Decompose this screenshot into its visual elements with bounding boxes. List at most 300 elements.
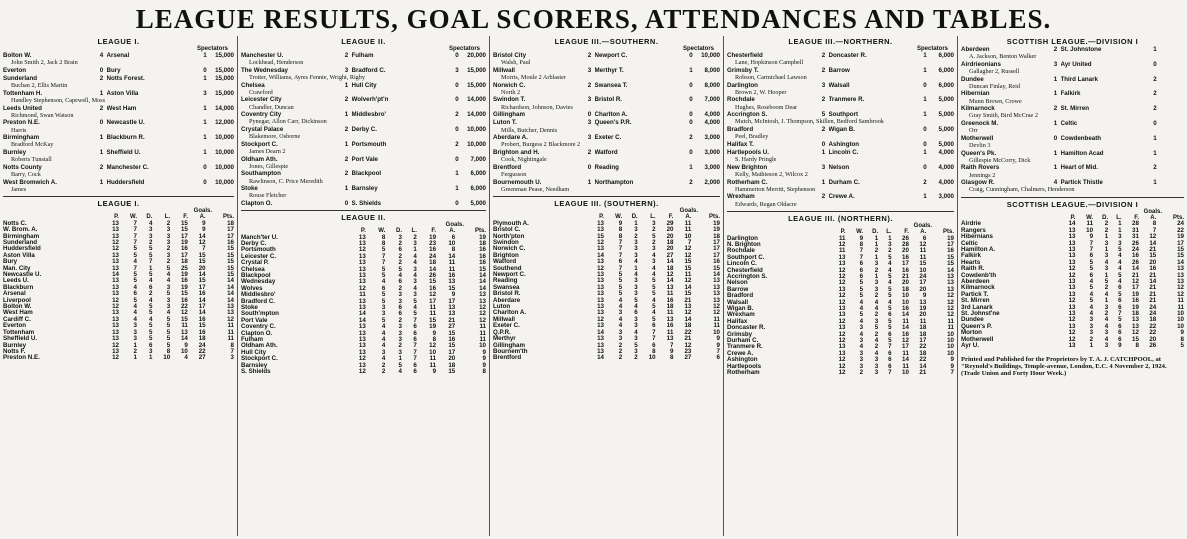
stat-cell: 13: [1132, 322, 1139, 330]
stat-cell: 29: [666, 219, 674, 227]
stat-cell: 20: [919, 311, 927, 319]
match-result: [493, 134, 720, 141]
column-header: W.: [129, 214, 137, 221]
stat-cell: 3: [398, 291, 402, 299]
stat-cell: 3: [634, 322, 638, 330]
stat-cell: 13: [1068, 233, 1076, 241]
stat-cell: 14: [429, 265, 437, 273]
stat-cell: 12: [1068, 335, 1076, 343]
home-goals: 2: [344, 155, 349, 163]
stat-cell: 7: [888, 369, 892, 377]
stat-cell: 3: [634, 251, 638, 259]
column-scottish-league: [958, 36, 1187, 536]
goal-scorers: Craig, Cunningham, Chalmers, Henderson: [969, 186, 1075, 194]
stat-cell: 4: [133, 315, 137, 323]
stat-cell: 4: [1104, 290, 1109, 298]
stat-cell: 14: [198, 309, 206, 317]
stat-cell: 7: [618, 251, 623, 259]
column-header: L.: [650, 214, 656, 221]
stat-cell: 12: [112, 245, 119, 253]
away-team: Port Vale: [351, 155, 378, 163]
match-result: [241, 52, 486, 59]
stat-cell: 20: [666, 226, 674, 234]
stat-cell: 3: [634, 245, 638, 253]
stat-cell: 3: [1104, 342, 1109, 350]
stat-cell: 12: [1068, 316, 1076, 324]
stat-cell: 2: [398, 252, 402, 260]
stat-cell: 12: [838, 369, 846, 377]
stat-cell: 15: [180, 290, 188, 298]
stat-cell: 20: [919, 285, 927, 293]
attendance: 6,000: [938, 52, 954, 59]
stat-cell: 5: [166, 335, 171, 343]
home-goals: 2: [1053, 46, 1058, 53]
stat-cell: 19: [429, 233, 437, 241]
stat-cell: 13: [713, 296, 720, 304]
spectators-label: Spectators: [196, 46, 228, 52]
away-team: Blackburn R.: [106, 134, 145, 142]
stat-cell: 6: [1089, 271, 1094, 279]
stat-cell: 6: [888, 356, 892, 364]
match-result: [493, 82, 720, 89]
stat-cell: 7: [888, 343, 892, 351]
stat-cell: 12: [947, 298, 954, 306]
away-team: Huddersfield: [106, 178, 145, 186]
stat-cell: 13: [1068, 322, 1076, 330]
stat-cell: 3: [1118, 233, 1122, 241]
team-name: Wrexham: [727, 311, 755, 319]
match-result: [3, 52, 234, 59]
goal-scorers: Rouse Fletcher: [249, 192, 287, 200]
team-name: S. Shields: [241, 368, 271, 376]
stat-cell: 12: [180, 309, 188, 317]
away-goals: 0: [923, 125, 927, 133]
stat-cell: 4: [634, 258, 638, 266]
home-goals: 2: [587, 148, 592, 156]
stat-cell: 13: [919, 298, 927, 306]
home-team: Stoke: [241, 185, 258, 193]
stat-cell: 11: [902, 317, 909, 325]
stat-cell: 4: [1118, 278, 1122, 286]
spectators-label: Spectators: [916, 46, 948, 52]
home-goals: 3: [344, 66, 349, 74]
attendance: 15,000: [215, 75, 234, 82]
stat-cell: 15: [227, 258, 234, 266]
column-header: F.: [183, 214, 188, 221]
team-name: Barrow: [727, 285, 749, 293]
stat-cell: 21: [1149, 284, 1157, 292]
away-goals: 1: [923, 111, 927, 119]
stat-cell: 1: [148, 264, 153, 272]
stat-cell: 13: [112, 309, 119, 317]
attendance: 3,000: [938, 193, 954, 201]
section-divider: [3, 196, 234, 197]
stat-cell: 2: [859, 369, 864, 377]
home-goals: 0: [821, 140, 826, 148]
stat-cell: 17: [902, 260, 909, 268]
stat-cell: 2: [874, 266, 879, 274]
away-team: Tranmere R.: [828, 96, 865, 104]
stat-cell: 13: [1068, 239, 1076, 247]
stat-cell: 13: [597, 322, 604, 330]
stat-cell: 10: [479, 342, 486, 350]
stat-cell: 14: [666, 258, 674, 266]
stat-cell: 27: [198, 354, 206, 362]
stat-cell: 3: [634, 347, 638, 355]
results-section-title: LEAGUE I.: [97, 37, 140, 46]
table-row: [493, 355, 720, 361]
stat-cell: 6: [859, 260, 864, 268]
stat-cell: 5: [888, 273, 892, 281]
stat-cell: 12: [1149, 233, 1157, 241]
team-name: Notts F.: [3, 347, 26, 355]
stat-cell: 2: [618, 341, 623, 349]
stat-cell: 18: [1149, 316, 1157, 324]
match-result: [961, 120, 1184, 127]
away-team: Reading: [594, 163, 619, 171]
away-goals: 2: [689, 134, 693, 142]
stat-cell: 5: [888, 317, 892, 325]
stat-cell: 19: [1132, 303, 1139, 311]
stat-cell: 10: [947, 349, 954, 357]
column-header: A.: [449, 228, 456, 235]
stat-cell: 14: [198, 232, 206, 240]
stat-cell: 4: [859, 317, 864, 325]
stat-cell: 4: [413, 304, 417, 312]
stat-cell: 3: [618, 328, 623, 336]
stat-cell: 5: [381, 272, 386, 280]
away-team: Sheffield U.: [106, 148, 141, 156]
stat-cell: 2: [634, 354, 638, 362]
home-team: Kilmarnock: [961, 105, 995, 113]
section-divider: [961, 197, 1184, 198]
stat-cell: 19: [429, 323, 437, 331]
attendance: 2,000: [704, 178, 720, 186]
stat-cell: 13: [358, 233, 366, 241]
team-name: Blackpool: [241, 272, 271, 280]
stat-cell: 5: [1118, 316, 1122, 324]
stat-cell: 4: [618, 322, 623, 330]
stat-cell: 16: [448, 272, 456, 280]
column-header: D.: [146, 214, 153, 221]
team-name: Bolton W.: [3, 303, 32, 311]
stat-cell: 21: [1132, 271, 1139, 279]
stat-cell: 12: [112, 341, 119, 349]
away-team: West Ham: [106, 104, 137, 112]
stat-cell: 19: [947, 234, 954, 242]
stat-cell: 4: [413, 272, 417, 280]
match-result: [241, 200, 486, 207]
attendance-empty: [1160, 46, 1184, 53]
stat-cell: 22: [1149, 329, 1157, 337]
goal-scorers: Roberts Tunstall: [11, 156, 52, 164]
stat-cell: 12: [227, 315, 234, 323]
stat-cell: 3: [398, 323, 402, 331]
stat-cell: 4: [166, 309, 171, 317]
away-team: Southport: [828, 111, 859, 119]
stat-cell: 17: [919, 279, 927, 287]
team-name: Hearts: [961, 258, 981, 266]
stat-cell: 5: [166, 315, 171, 323]
stat-cell: 3: [413, 265, 417, 273]
stat-cell: 13: [112, 283, 119, 291]
match-result: [493, 179, 720, 186]
stat-cell: 22: [684, 328, 692, 336]
goal-scorers: North 2: [501, 88, 521, 96]
stat-cell: 5: [148, 251, 153, 259]
stat-cell: 20: [902, 247, 909, 255]
stat-cell: 15: [684, 264, 692, 272]
column-league-3-southern: [490, 36, 724, 536]
home-team: Manchester U.: [241, 52, 284, 59]
stat-cell: 3: [1118, 239, 1122, 247]
stat-cell: 28: [902, 240, 909, 248]
stat-cell: 5: [398, 265, 402, 273]
away-goals: 0: [923, 140, 927, 148]
team-name: Exeter C.: [493, 322, 520, 330]
stat-cell: 15: [947, 253, 954, 261]
away-team: Aston Villa: [106, 89, 139, 97]
away-goals: 2: [1153, 75, 1157, 83]
stat-cell: 6: [634, 309, 638, 317]
stat-cell: 3: [133, 322, 137, 330]
stat-cell: 5: [166, 264, 171, 272]
stat-cell: 21: [684, 296, 692, 304]
stat-cell: 4: [859, 305, 864, 313]
stat-cell: 7: [687, 239, 692, 246]
attendance-empty: [1160, 105, 1184, 112]
stat-cell: 28: [1132, 220, 1139, 228]
goal-scorers: Pynegar, Allon Carr, Dickinson: [249, 118, 327, 126]
league-table: [493, 214, 720, 361]
stat-cell: 8: [381, 239, 386, 247]
stat-cell: 14: [358, 316, 366, 324]
stat-cell: 5: [618, 290, 623, 298]
stat-cell: 16: [713, 258, 720, 266]
stat-cell: 26: [1149, 342, 1157, 350]
away-goals: 1: [203, 148, 207, 156]
away-team: Heart of Mid.: [1060, 164, 1098, 172]
stat-cell: 6: [1118, 297, 1122, 305]
stat-cell: 7: [202, 245, 206, 253]
team-name: Doncaster R.: [727, 324, 766, 332]
match-result: [727, 52, 954, 59]
stat-cell: 14: [1177, 258, 1184, 266]
team-name: Bristol C.: [493, 226, 521, 234]
stat-cell: 5: [1089, 265, 1094, 273]
column-league-3-northern: [724, 36, 958, 536]
stat-cell: 6: [888, 330, 892, 338]
stat-cell: 13: [1177, 271, 1184, 279]
stat-cell: 11: [448, 259, 456, 267]
stat-cell: 5: [888, 337, 892, 345]
stat-cell: 15: [180, 226, 188, 234]
stat-cell: 13: [358, 348, 366, 356]
stat-cell: 7: [670, 341, 674, 349]
stat-cell: 19: [713, 219, 720, 227]
stat-cell: 13: [479, 297, 486, 305]
stat-cell: 2: [874, 343, 879, 351]
away-goals: 1: [203, 119, 207, 127]
stat-cell: 5: [133, 251, 137, 259]
stat-cell: 17: [1177, 239, 1184, 247]
stat-cell: 12: [838, 266, 846, 274]
column-header: Pts.: [222, 214, 234, 221]
stat-cell: 22: [180, 303, 188, 311]
stat-cell: 13: [358, 239, 366, 247]
attendance-empty: [1160, 120, 1184, 127]
stat-cell: 5: [618, 283, 623, 291]
stat-cell: 2: [166, 219, 171, 227]
home-goals: 2: [344, 52, 349, 59]
team-name: Newcastle U.: [3, 271, 42, 279]
team-name: Kilmarnock: [961, 284, 995, 292]
stat-cell: 1: [874, 234, 879, 242]
away-team: Celtic: [1060, 119, 1078, 127]
stat-cell: 14: [227, 290, 234, 298]
goal-scorers: Crawford: [249, 88, 273, 96]
stat-cell: 4: [1104, 316, 1109, 324]
stat-cell: 13: [838, 285, 846, 293]
away-team: Doncaster R.: [828, 52, 867, 59]
stat-cell: 31: [1132, 226, 1139, 234]
team-name: Middlesbro': [241, 291, 276, 299]
away-goals: 2: [455, 111, 459, 119]
stat-cell: 13: [112, 347, 119, 355]
stat-cell: 10: [648, 354, 656, 362]
stat-cell: 4: [1118, 258, 1122, 266]
home-team: Leeds United: [3, 104, 42, 112]
team-name: Falkirk: [961, 252, 981, 260]
stat-cell: 5: [1104, 278, 1109, 286]
team-name: Grimsby: [727, 330, 753, 338]
stat-cell: 23: [684, 347, 692, 355]
stat-cell: 9: [1089, 233, 1094, 241]
stat-cell: 13: [227, 309, 234, 317]
stat-cell: 13: [1068, 246, 1076, 253]
home-goals: 3: [587, 96, 592, 104]
home-team: Burnley: [3, 148, 27, 156]
stat-cell: 13: [666, 335, 674, 343]
stat-cell: 2: [1104, 284, 1109, 292]
home-goals: 1: [99, 134, 104, 142]
stat-cell: 13: [358, 259, 366, 267]
stat-cell: 14: [198, 271, 206, 279]
stat-cell: 13: [448, 278, 456, 286]
goal-scorers: Jennings 2: [969, 171, 996, 179]
results-section-title: LEAGUE III.—SOUTHERN.: [554, 37, 659, 46]
away-goals: 2: [689, 178, 693, 186]
league-table: [241, 228, 486, 375]
stat-cell: 16: [902, 253, 909, 261]
stat-cell: 10: [947, 343, 954, 351]
team-name: Chesterfield: [727, 266, 763, 274]
home-goals: 2: [344, 125, 349, 133]
stat-cell: 13: [358, 252, 366, 260]
team-name: Rotherham: [727, 369, 760, 377]
stat-cell: 11: [713, 315, 720, 323]
away-goals: 1: [1153, 134, 1157, 142]
stat-cell: 3: [1089, 322, 1094, 330]
stat-cell: 15: [198, 258, 206, 266]
stat-cell: 17: [713, 245, 720, 253]
goal-scorers: Morris, Moule 2 Arblaster: [501, 74, 566, 81]
stat-cell: 14: [684, 283, 692, 291]
stat-cell: 8: [618, 226, 623, 234]
stat-cell: 17: [227, 226, 234, 234]
team-name: Fulham: [241, 336, 264, 344]
home-goals: 2: [99, 104, 104, 112]
stat-cell: 13: [112, 335, 119, 343]
stat-cell: 15: [227, 251, 234, 259]
home-team: Preston N.E.: [3, 119, 40, 127]
home-team: Southampton: [241, 170, 281, 178]
team-name: Sunderland: [3, 239, 38, 246]
stat-cell: 17: [198, 283, 206, 291]
goal-scorers: S. Hardy Pringle: [735, 156, 777, 164]
stat-cell: 7: [1089, 239, 1094, 247]
goals-label: Goals.: [1143, 208, 1162, 215]
stat-cell: 14: [1132, 265, 1139, 273]
league-table: [727, 229, 954, 376]
stat-cell: 15: [227, 271, 234, 279]
home-team: Rotherham C.: [727, 178, 768, 186]
goal-scorers: Greenman Pease, Needham: [501, 185, 570, 193]
stat-cell: 18: [448, 361, 456, 369]
away-goals: 0: [455, 199, 459, 207]
stat-cell: 3: [634, 283, 638, 291]
stat-cell: 3: [1104, 252, 1109, 260]
stat-cell: 5: [652, 290, 656, 298]
stat-cell: 4: [874, 337, 879, 345]
stat-cell: 1: [1104, 271, 1109, 279]
match-result: [961, 105, 1184, 112]
team-name: Wigan B.: [727, 305, 754, 313]
match-result: [961, 150, 1184, 157]
home-team: Coventry City: [241, 111, 282, 119]
stat-cell: 3: [166, 251, 171, 259]
stat-cell: 6: [888, 311, 892, 319]
stat-cell: 21: [1149, 271, 1157, 279]
stat-cell: 7: [950, 369, 954, 377]
stat-cell: 3: [133, 328, 137, 336]
home-team: Gillingham: [493, 111, 525, 119]
team-name: Morton: [961, 329, 982, 337]
home-team: Glasgow R.: [961, 179, 995, 187]
stat-cell: 6: [133, 290, 137, 298]
stat-cell: 5: [148, 335, 153, 343]
stat-cell: 13: [597, 245, 604, 253]
stat-cell: 8: [451, 246, 456, 254]
team-name: Bury: [3, 258, 18, 266]
stat-cell: 22: [919, 356, 927, 364]
stat-cell: 5: [859, 279, 864, 287]
home-team: Bolton W.: [3, 52, 32, 59]
stat-cell: 11: [1086, 220, 1094, 228]
stat-cell: 16: [666, 296, 674, 304]
stat-cell: 14: [902, 311, 909, 319]
stat-cell: 3: [618, 309, 623, 317]
stat-cell: 11: [919, 253, 927, 261]
stat-cell: 5: [148, 245, 153, 253]
home-team: Bradford: [727, 125, 754, 133]
stat-cell: 15: [429, 316, 437, 324]
stat-cell: 4: [413, 252, 417, 260]
home-team: Hartlepools U.: [727, 148, 769, 156]
home-team: Bristol City: [493, 52, 527, 59]
home-team: Queen's Pk.: [961, 149, 997, 157]
stat-cell: 13: [1132, 316, 1139, 324]
